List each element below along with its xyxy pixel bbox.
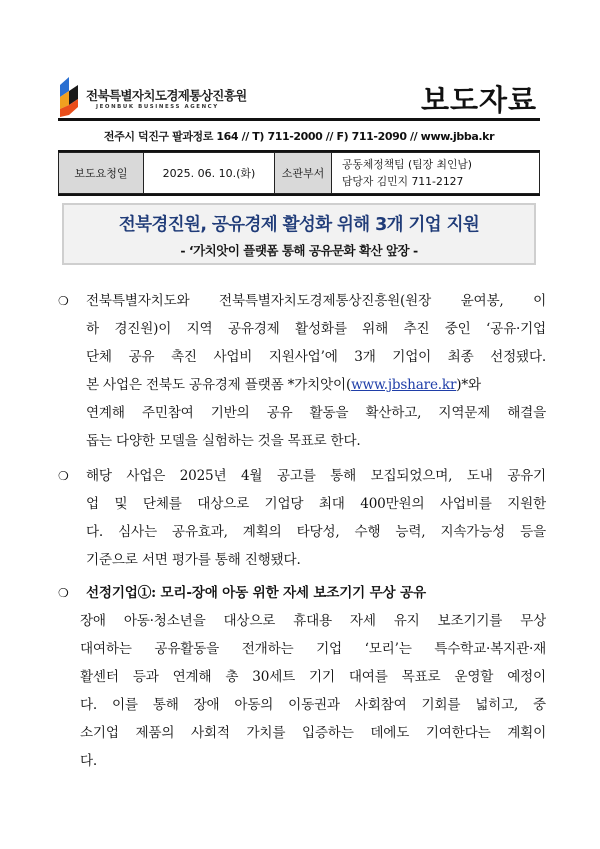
subheadline: - ‘가치앗이 플랫폼 통해 공유문화 확산 앞장 - (180, 243, 418, 258)
paragraph-line: 다. (80, 753, 98, 769)
paragraph-line: 돕는 다양한 모델을 실험하는 것을 목표로 한다. (86, 433, 361, 449)
dept-line-2: 담당자 김민지 711-2127 (342, 175, 464, 188)
jbshare-link[interactable]: www.jbshare.kr (351, 377, 457, 393)
paragraph-line: 해당 사업은 2025년 4월 공고를 통해 모집되었으며, 도내 공유기 (86, 468, 546, 484)
paragraph-line-with-link (86, 371, 546, 399)
paragraph-line: 하 경진원)이 지역 공유경제 활성화를 위해 추진 중인 ‘공유·기업 (86, 321, 546, 337)
contact-line: 전주시 덕진구 팔과정로 164 // T) 711-2000 // F) 711-2090 // www.jbba.kr (103, 130, 495, 143)
info-table (58, 152, 540, 194)
org-subtitle: JEONBUK BUSINESS AGENCY (96, 104, 219, 110)
paragraph-line: 장애 아동·청소년을 대상으로 휴대용 자세 유지 보조기기를 무상 (80, 613, 546, 629)
paragraph-line: 단체 공유 촉진 사업비 지원사업’에 3개 기업이 최종 선정됐다. (86, 349, 546, 365)
bullet-icon: ❍ (58, 294, 69, 308)
org-name: 전북특별자치도경제통상진흥원 (86, 88, 247, 103)
dept-label: 소관부서 (275, 153, 332, 194)
paragraph-line: 다. 심사는 공유효과, 계획의 타당성, 수행 능력, 지속가능성 등을 (86, 524, 546, 540)
paragraph-line: 연계해 주민참여 기반의 공유 활동을 확산하고, 지역문제 해결을 (86, 405, 546, 421)
paragraph-line: 전북특별자치도와 전북특별자치도경제통상진흥원(원장 윤여봉, 이 (86, 293, 546, 309)
bullet-icon: ❍ (58, 469, 69, 483)
paragraph-line: 기준으로 서면 평가를 통해 진행됐다. (86, 552, 301, 568)
paragraph-line: 대여하는 공유활동을 전개하는 기업 ‘모리’는 특수학교·복지관·재 (80, 641, 546, 657)
header-rule (58, 118, 540, 121)
paragraph-line: 업 및 단체를 대상으로 기업당 최대 400만원의 사업비를 지원한 (86, 496, 546, 512)
section-heading: 선정기업①: 모리-장애 아동 위한 자세 보조기기 무상 공유 (86, 585, 426, 601)
paragraph-line: 활센터 등과 연계해 총 30세트 기기 대여를 목표로 운영할 예정이 (80, 669, 546, 685)
headline: 전북경진원, 공유경제 활성화 위해 3개 기업 지원 (118, 215, 480, 235)
agency-logo-icon (58, 75, 80, 119)
dept-info (332, 153, 540, 194)
doc-type-title: 보도자료 (420, 83, 537, 117)
headline-box (62, 203, 536, 265)
paragraph-line: 소기업 제품의 사회적 가치를 입증하는 데에도 기여한다는 계획이 (80, 725, 546, 741)
request-date-label: 보도요청일 (59, 153, 144, 194)
bullet-icon: ❍ (58, 586, 69, 600)
request-date: 2025. 06. 10.(화) (144, 153, 275, 194)
dept-line-1: 공동체정책팀 (팀장 최인남) (342, 158, 473, 171)
paragraph-line: 다. 이를 통해 장애 아동의 이동권과 사회참여 기회를 넓히고, 중 (80, 697, 546, 713)
paragraph-line-text: 본 사업은 전북도 공유경제 플랫폼 *가치앗이( (86, 377, 352, 393)
link-suffix: )*와 (456, 377, 481, 393)
info-rule (58, 194, 540, 196)
